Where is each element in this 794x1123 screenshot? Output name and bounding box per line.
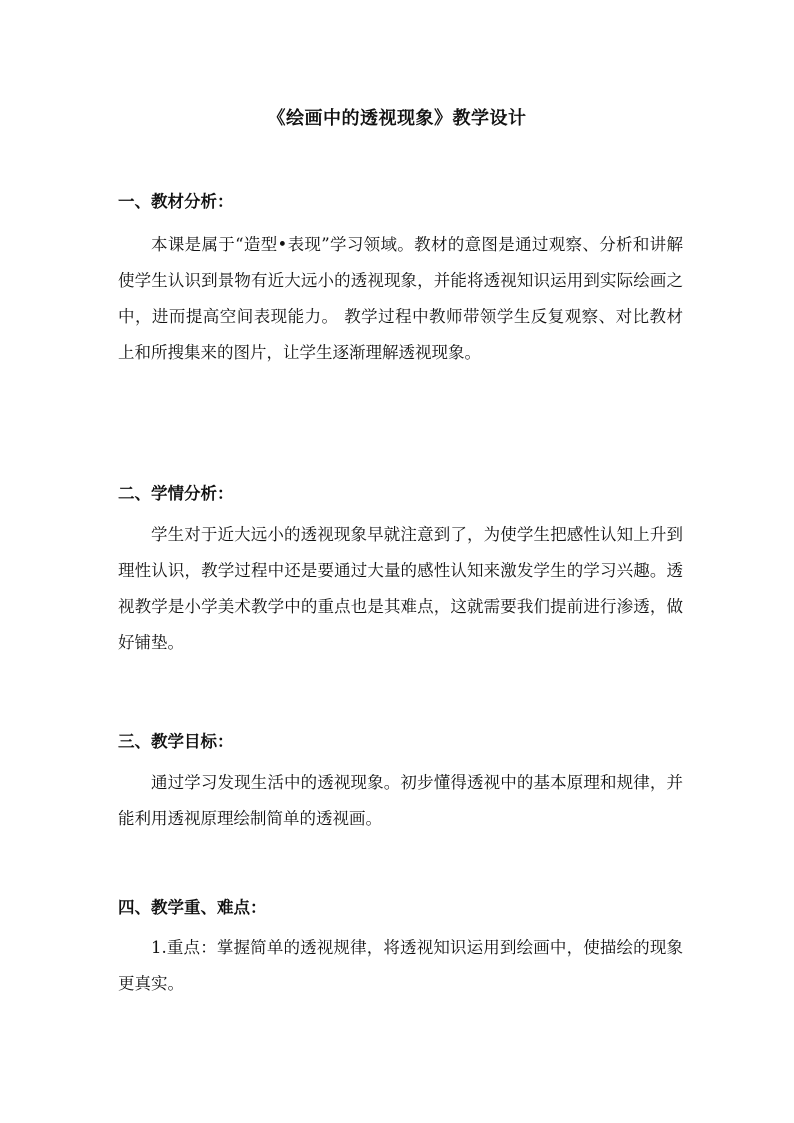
document-title: 《绘画中的透视现象》教学设计 xyxy=(267,108,527,129)
section-heading-textbook-analysis: 一、教材分析： xyxy=(118,192,234,211)
section-body-teaching-goals: 通过学习发现生活中的透视现象。初步懂得透视中的基本原理和规律，并能利用透视原理绘制简单的透视画。 xyxy=(118,773,683,828)
section-body-key-difficult-points: 1.重点：掌握简单的透视规律，将透视知识运用到绘画中，使描绘的现象更真实。 xyxy=(118,938,683,993)
section-heading-student-analysis: 二、学情分析： xyxy=(118,484,234,503)
section-body-textbook-analysis: 本课是属于“造型•表现”学习领域。教材的意图是通过观察、分析和讲解使学生认识到景物有近大远小的透视现象，并能将透视知识运用到实际绘画之中，进而提高空间表现能力。 教学过程中教师带领学生反复观察、对比教材上和所搜集来的图片，让学生逐渐理解透视现象。 xyxy=(118,235,683,362)
section-heading-teaching-goals: 三、教学目标： xyxy=(118,732,234,751)
section-body-student-analysis: 学生对于近大远小的透视现象早就注意到了，为使学生把感性认知上升到理性认识，教学过程中还是要通过大量的感性认知来激发学生的学习兴趣。透视教学是小学美术教学中的重点也是其难点，这就需要我们提前进行渗透，做好铺垫。 xyxy=(118,525,683,652)
section-heading-key-difficult-points: 四、教学重、难点： xyxy=(118,898,267,917)
